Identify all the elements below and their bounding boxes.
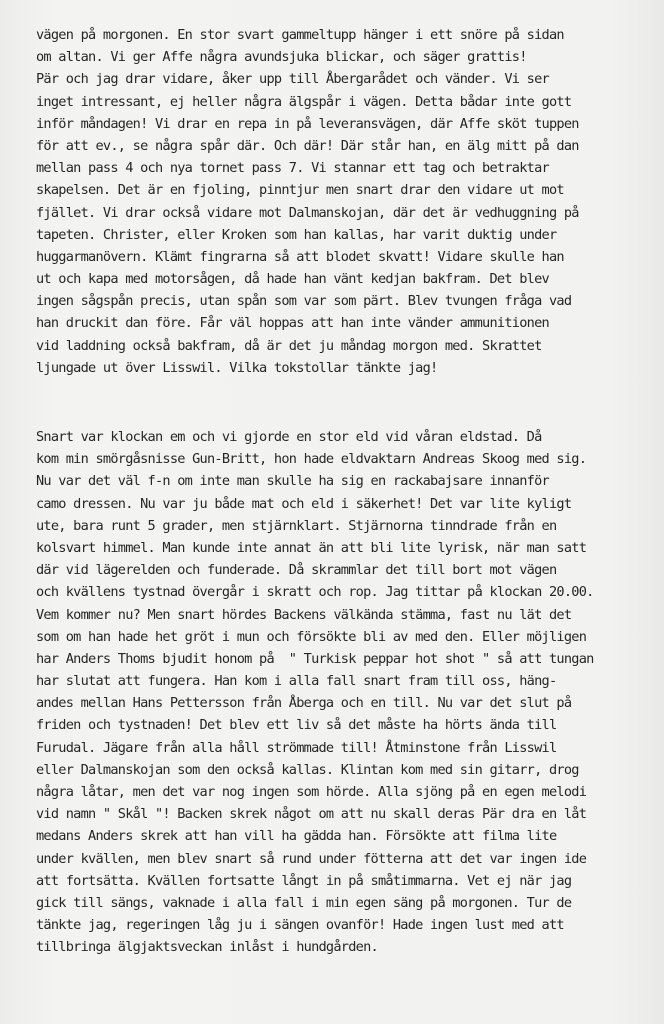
text-line: andes mellan Hans Pettersson från Åberga och en till. Nu var det slut på xyxy=(36,695,572,712)
text-line: ljungade ut över Lisswil. Vilka tokstollar tänkte jag! xyxy=(36,359,438,376)
text-line: har slutat att fungera. Han kom i alla fall snart fram till oss, häng- xyxy=(36,673,557,690)
text-line: vägen på morgonen. En stor svart gammeltupp hänger i ett snöre på sidan xyxy=(36,27,564,43)
text-line: ingen sågspån precis, utan spån som var som pärt. Blev tvungen fråga vad xyxy=(36,293,572,310)
text-line: inget intressant, ej heller några älgspår i vägen. Detta bådar inte gott xyxy=(36,93,572,110)
text-line: huggarmanövern. Klämt fingrarna så att blodet skvatt! Vidare skulle han xyxy=(36,248,564,265)
text-line: mellan pass 4 och nya tornet pass 7. Vi stannar ett tag och betraktar xyxy=(36,160,549,177)
text-line: har Anders Thoms bjudit honom på " Turkisk peppar hot shot " så att tungan xyxy=(36,650,594,667)
text-line: tänkte jag, regeringen låg ju i sängen ovanför! Hade ingen lust med att xyxy=(36,917,564,934)
text-line: att fortsätta. Kvällen fortsatte långt in på småtimmarna. Vet ej när jag xyxy=(36,872,572,889)
text-line: gick till sängs, vaknade i alla fall i min egen säng på morgonen. Tur de xyxy=(36,894,572,911)
text-line: skapelsen. Det är en fjoling, pinntjur men snart drar den vidare ut mot xyxy=(36,182,564,199)
text-line: för att ev., se några spår där. Och där! Där står han, en älg mitt på dan xyxy=(36,137,579,154)
text-line: Furudal. Jägare från alla håll strömmade till! Åtminstone från Lisswil xyxy=(36,739,557,756)
text-line: kolsvart himmel. Man kunde inte annat än att bli lite lyrisk, när man satt xyxy=(36,539,587,556)
text-line: kom min smörgåsnisse Gun-Britt, hon hade eldvaktarn Andreas Skoog med sig. xyxy=(36,451,587,468)
text-line: Snart var klockan em och vi gjorde en stor eld vid våran eldstad. Då xyxy=(36,429,542,445)
text-line: som om han hade het gröt i mun och försökte bli av med den. Eller möjligen xyxy=(36,628,587,645)
text-line: vid namn " Skål "! Backen skrek något om att nu skall deras Pär dra en låt xyxy=(36,806,587,823)
text-line: camo dressen. Nu var ju både mat och eld i säkerhet! Det var lite kyligt xyxy=(36,495,572,512)
text-line: tillbringa älgjaktsveckan inlåst i hundgården. xyxy=(36,939,378,956)
text-line: inför måndagen! Vi drar en repa in på leveransvägen, där Affe sköt tuppen xyxy=(36,115,579,132)
text-line: Vem kommer nu? Men snart hördes Backens välkända stämma, fast nu lät det xyxy=(36,606,572,623)
text-line: tapeten. Christer, eller Kroken som han kallas, har varit duktig under xyxy=(36,226,557,243)
text-line: några låtar, men det var nog ingen som hörde. Alla sjöng på en egen melodi xyxy=(36,784,587,800)
text-line: han druckit dan före. Får väl hoppas att han inte vänder ammunitionen xyxy=(36,315,549,332)
text-line: medans Anders skrek att han vill ha gädda han. Försökte att filma lite xyxy=(36,828,557,845)
text-line: under kvällen, men blev snart så rund under fötterna att det var ingen ide xyxy=(36,850,587,867)
text-line: där vid lägerelden och funderade. Då skrammlar det till bort mot vägen xyxy=(36,562,557,579)
text-line: vid laddning också bakfram, då är det ju måndag morgon med. Skrattet xyxy=(36,337,542,354)
text-line: Pär och jag drar vidare, åker upp till Åbergarådet och vänder. Vi ser xyxy=(36,71,549,88)
paragraph-1 xyxy=(36,24,646,379)
text-line: eller Dalmanskojan som den också kallas. Klintan kom med sin gitarr, drog xyxy=(36,761,579,778)
text-line: Nu var det väl f-n om inte man skulle ha sig en rackabajsare innanför xyxy=(36,473,549,490)
text-line: ute, bara runt 5 grader, men stjärnklart. Stjärnorna tinndrade från en xyxy=(36,517,557,534)
text-line: om altan. Vi ger Affe några avundsjuka blickar, och säger grattis! xyxy=(36,49,527,66)
text-line: och kvällens tystnad övergår i skratt och rop. Jag tittar på klockan 20.00. xyxy=(36,584,594,601)
paragraph-2 xyxy=(36,426,646,959)
text-line: fjället. Vi drar också vidare mot Dalmanskojan, där det är vedhuggning på xyxy=(36,204,579,221)
text-line: friden och tystnaden! Det blev ett liv så det måste ha hörts ända till xyxy=(36,717,557,734)
text-line: ut och kapa med motorsågen, då hade han vänt kedjan bakfram. Det blev xyxy=(36,271,549,288)
